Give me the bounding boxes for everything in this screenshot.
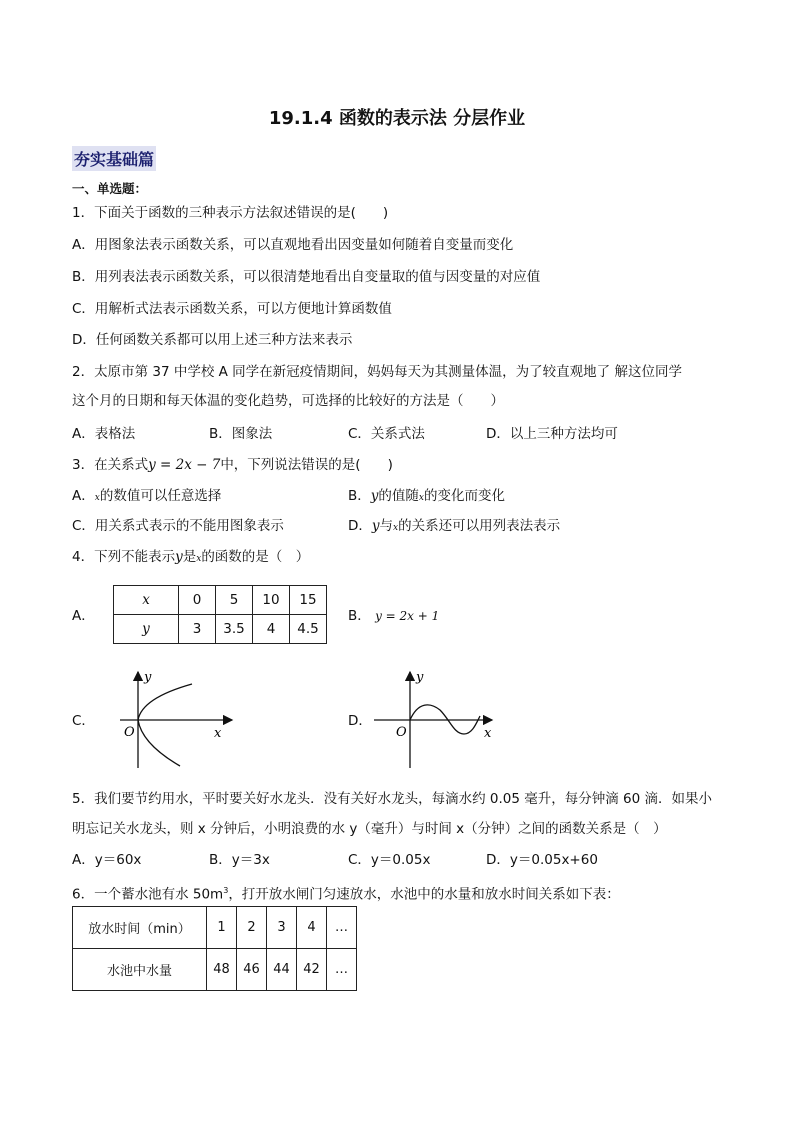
q4-stem-a: 4．下列不能表示 [72,549,176,565]
q1-option-a: A．用图象法表示函数关系，可以直观地看出因变量如何随着自变量而变化 [72,237,514,253]
x-axis-label: x [214,726,222,741]
q4-var-x: x [196,554,202,564]
q5-option-b: B．y＝3x [209,852,270,868]
q3-stem-b: 中，下列说法错误的是( ) [220,457,393,473]
q1-option-d: D．任何函数关系都可以用上述三种方法来表示 [72,332,353,348]
section-label: 夯实基础篇 [72,146,156,171]
q3-b-var1: y [370,488,379,504]
q6-stem-a: 6．一个蓄水池有水 50m [72,886,224,903]
table-cell: 2 [237,907,267,949]
q3-d-mid: 与 [379,518,394,534]
curve-lower [138,720,180,766]
table-row [114,615,327,644]
q3-d-label: D． [348,518,372,534]
table-cell: 48 [207,949,237,991]
origin-label: O [124,725,135,740]
q4-stem-b: 的函数的是（ ） [201,549,310,565]
q6-stem [72,882,620,904]
q4-var-y: y [175,549,183,565]
table-cell: 水池中水量 [73,949,207,991]
table-cell: 放水时间（min） [73,907,207,949]
q4-b-formula: y = 2x + 1 [375,609,440,623]
table-cell: x [114,586,179,615]
q3-b-label: B． [348,488,371,504]
table-cell: 42 [297,949,327,991]
q4-option-d-graph [370,664,500,772]
table-cell: 4 [253,615,290,644]
table-cell: 3 [179,615,216,644]
q5-stem-line1: 5．我们要节约用水，平时要关好水龙头．没有关好水龙头，每滴水约 0.05 毫升，每分钟滴 60 滴．如果小 [72,791,712,807]
q5-option-d: D．y＝0.05x+60 [486,852,598,868]
table-row [114,586,327,615]
q3-option-a [72,487,221,507]
q3-stem-formula: y = 2x − 7 [148,457,221,473]
q2-option-c: C．关系式法 [348,426,425,442]
y-axis-label: y [416,670,424,685]
table-cell: 15 [290,586,327,615]
q2-option-b: B．图象法 [209,426,273,442]
q3-d-var1: y [371,518,380,534]
q4-option-c-graph [112,664,240,772]
q4-option-b [348,607,439,625]
table-cell: 3.5 [216,615,253,644]
q1-option-b: B．用列表法表示函数关系，可以很清楚地看出自变量取的值与因变量的对应值 [72,269,541,285]
q2-stem-line2: 这个月的日期和每天体温的变化趋势，可选择的比较好的方法是（ ） [72,393,504,409]
table-cell: 1 [207,907,237,949]
q3-d-text: 的关系还可以用列表法表示 [398,518,561,534]
q3-b-mid: 的值随 [378,488,419,504]
q3-option-c: C．用关系式表示的不能用图象表示 [72,518,284,534]
table-cell: y [114,615,179,644]
q4-option-d-label: D． [348,713,372,729]
q6-table [72,906,357,991]
table-cell: 4 [297,907,327,949]
q3-d-var2: x [393,523,399,533]
q1-option-c: C．用解析式法表示函数关系，可以方便地计算函数值 [72,301,392,317]
q3-b-text: 的变化而变化 [423,488,505,504]
q6-stem-b: ，打开放水闸门匀速放水，水池中的水量和放水时间关系如下表： [228,886,620,903]
table-cell: … [327,907,357,949]
q2-stem-line1: 2．太原市第 37 中学校 A 同学在新冠疫情期间，妈妈每天为其测量体温，为了较直观地了 解这位同学 [72,364,682,380]
table-row [73,907,357,949]
q4-b-label: B． [348,608,371,624]
q3-a-var: x [94,493,100,503]
q4-option-a-label: A． [72,608,95,624]
table-cell: 0 [179,586,216,615]
x-axis-label: x [484,726,492,741]
q6-stem-sup: 3 [223,886,229,895]
q3-a-text: 的数值可以任意选择 [99,488,222,504]
table-cell: 46 [237,949,267,991]
table-row [73,949,357,991]
curve-upper [138,684,192,720]
page-title: 19.1.4 函数的表示法 分层作业 [268,108,526,129]
table-cell: 10 [253,586,290,615]
q3-b-var2: x [418,493,424,503]
q2-option-a: A．表格法 [72,426,136,442]
q5-option-a: A．y＝60x [72,852,142,868]
q4-option-a-table [113,585,327,644]
q3-a-label: A． [72,488,95,504]
part-heading: 一、单选题： [72,181,148,196]
table-cell: 44 [267,949,297,991]
q3-stem [72,456,393,474]
table-cell: 3 [267,907,297,949]
q5-option-c: C．y＝0.05x [348,852,431,868]
q4-option-c-label: C． [72,713,95,729]
table-cell: 4.5 [290,615,327,644]
q3-stem-a: 3．在关系式 [72,457,149,473]
table-cell: 5 [216,586,253,615]
q4-stem [72,548,309,568]
q1-stem: 1．下面关于函数的三种表示方法叙述错误的是( ) [72,205,389,221]
q4-stem-mid: 是 [182,549,197,565]
table-cell: … [327,949,357,991]
origin-label: O [396,725,407,740]
q2-option-d: D．以上三种方法均可 [486,426,618,442]
q3-option-b [348,487,505,507]
q3-option-d [348,517,560,537]
y-axis-label: y [144,670,152,685]
q5-stem-line2: 明忘记关水龙头，则 x 分钟后，小明浪费的水 y（毫升）与时间 x（分钟）之间的函数关系是（ ） [72,821,667,837]
